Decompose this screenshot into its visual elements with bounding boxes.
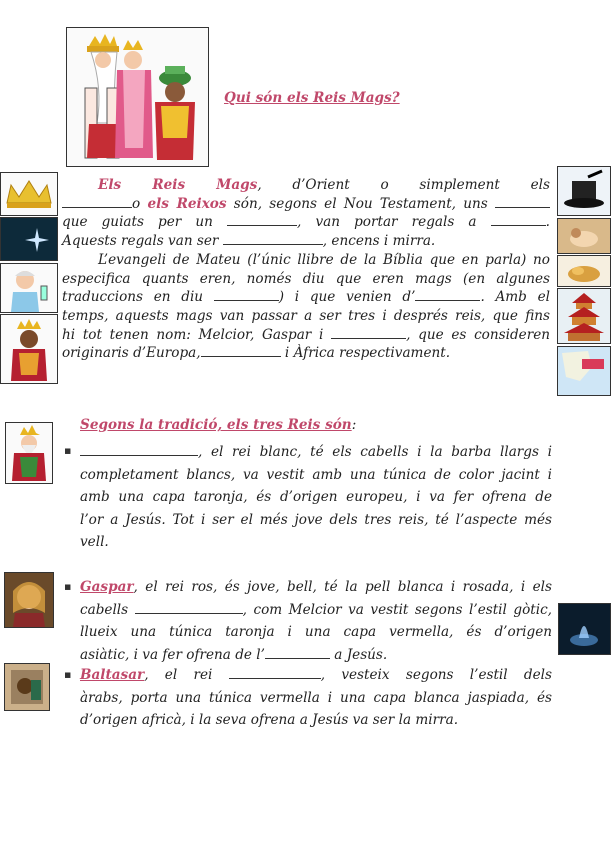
gaspar-line-4: asiàtic, i va fer ofrena de l’ a Jesús.	[80, 646, 388, 663]
baltasar-name: Baltasar	[80, 667, 145, 683]
blank-field[interactable]	[495, 195, 550, 208]
king-gaspar-icon	[4, 572, 54, 628]
blank-field[interactable]	[201, 344, 281, 357]
blank-field[interactable]	[265, 646, 330, 659]
star-icon	[0, 217, 58, 261]
section-heading: Segons la tradició, els tres Reis són:	[80, 417, 357, 433]
nativity-icon	[557, 218, 611, 254]
blank-field[interactable]	[223, 232, 323, 245]
bullet-gaspar: ▪	[64, 580, 72, 593]
melcior-line-5: vell.	[80, 534, 109, 550]
blank-field[interactable]	[214, 288, 279, 301]
intro-line-1: Els Reis Mags, d’Orient o simplement els	[98, 177, 550, 193]
three-kings-illustration	[66, 27, 209, 167]
blank-field[interactable]	[331, 326, 406, 339]
melcior-paragraph	[80, 441, 552, 554]
bullet-baltasar: ▪	[64, 668, 72, 681]
intro-line-9: hi tot tenen nom: Melcior, Gaspar i , que es consideren	[62, 326, 550, 343]
melcior-line-1: , el rei blanc, té els cabells i la barba llargs i	[80, 441, 552, 464]
els-reis-mags-term: Els Reis Mags	[98, 177, 258, 193]
gaspar-name: Gaspar	[80, 579, 134, 595]
intro-line-4: Aquests regals van ser , encens i mirra.	[62, 233, 436, 250]
blank-field[interactable]	[229, 666, 321, 679]
blank-field[interactable]	[135, 601, 243, 614]
baltasar-paragraph	[80, 664, 552, 732]
king-melcior-icon	[5, 422, 53, 484]
map-icon	[557, 346, 611, 396]
blank-field[interactable]	[62, 195, 132, 208]
blank-field[interactable]	[80, 443, 198, 456]
gaspar-line-2: cabells , com Melcior va vestit segons l’estil gòtic,	[80, 601, 552, 618]
baltasar-line-1: Baltasar, el rei , vesteix segons l’estil dels	[80, 667, 552, 683]
blank-field[interactable]	[415, 288, 480, 301]
magic-hat-icon	[557, 166, 611, 216]
blank-field[interactable]	[227, 213, 297, 226]
pagoda-icon	[557, 288, 611, 344]
page-title: Qui són els Reis Mags?	[224, 90, 400, 106]
scientist-icon	[0, 263, 58, 313]
baltasar-line-2: àrabs, porta una túnica vermella i una capa blanca jaspiada, és	[80, 689, 552, 706]
intro-line-8: temps, aquests mags van passar a ser tres i després reis, que fins	[62, 307, 550, 324]
melcior-line-4: l’or a Jesús. Tot i ser el més jove dels tres reis, té l’aspecte més	[80, 511, 552, 528]
melcior-line-3: amb una capa taronja, és d’origen europeu, i va fer ofrena de	[80, 489, 552, 505]
intro-line-10: originaris d’Europa, i Àfrica respectivament.	[62, 345, 451, 362]
melcior-line-2: completament blancs, va vestit amb una túnica de color jacint i	[80, 466, 552, 483]
intro-line-3: que guiats per un , van portar regals a .	[62, 214, 550, 231]
king-baltasar-portrait-icon	[4, 663, 50, 711]
intro-line-7: traduccions en diu ) i que venien d’ . Amb el	[62, 289, 550, 306]
gold-icon	[557, 255, 611, 287]
gaspar-line-1: Gaspar, el rei ros, és jove, bell, té la pell blanca i rosada, i els	[80, 579, 552, 595]
baltasar-line-3: d’origen africà, i la seva ofrena a Jesús va ser la mirra.	[80, 712, 459, 728]
els-reixos-term: els Reixos	[147, 195, 227, 212]
intro-line-2: o els Reixos són, segons el Nou Testament, uns	[62, 195, 550, 214]
gaspar-paragraph	[80, 576, 552, 666]
intro-line-6: especifica quants eren, només diu que eren mags (en algunes	[62, 270, 550, 287]
crown-icon	[0, 172, 58, 216]
incense-icon	[558, 603, 611, 655]
gaspar-line-3: llueix una túnica taronja i una capa vermella, és d’origen	[80, 624, 552, 640]
blank-field[interactable]	[491, 213, 546, 226]
bullet-melcior: ▪	[64, 444, 72, 457]
intro-line-5: L’evangeli de Mateu (l’únic llibre de la Bíblia que en parla) no	[98, 251, 550, 268]
king-baltasar-icon	[0, 314, 58, 384]
intro-paragraph	[62, 176, 550, 363]
